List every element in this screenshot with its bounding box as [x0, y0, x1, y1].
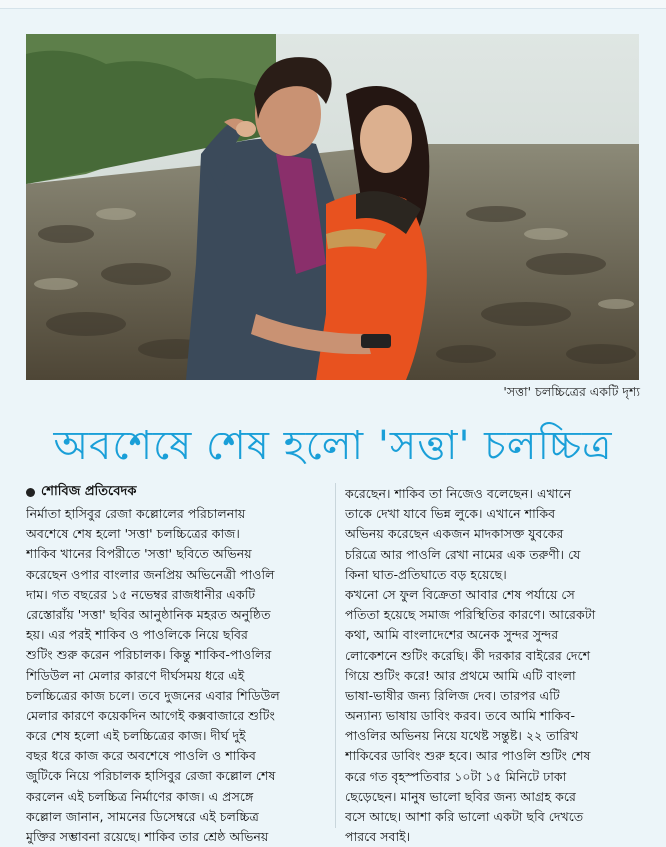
article-line: শুটিং শুরু করেন পরিচালক। কিন্তু শাকিব-পাওলির	[26, 647, 272, 663]
column-divider	[335, 483, 336, 828]
article-line: পতিতা হয়েছে সমাজ পরিস্থিতির কারণে। আরেকটা	[345, 607, 596, 623]
article-line: করে গত বৃহস্পতিবার ১০টা ১৫ মিনিটে ঢাকা	[345, 768, 567, 784]
article-line: মেলার কারণে কয়েকদিন আগেই কক্সবাজারে শুটিং	[26, 707, 275, 723]
article-line: পাওলির অভিনয় নিয়ে যথেষ্ট সন্তুষ্ট। ২২ তারিখ	[345, 728, 579, 744]
article-line: বসে আছে। আশা করি ভালো একটা ছবি দেখতে	[345, 809, 584, 824]
article-column-right	[345, 484, 645, 847]
photo-caption: 'সত্তা' চলচ্চিত্রের একটি দৃশ্য	[503, 384, 640, 399]
article-line: অন্যান্য ভাষায় ডাবিং করব। তবে আমি শাকিব-	[345, 708, 576, 724]
article-line: করে শেষ হলো এই চলচ্চিত্রের কাজ। দীর্ঘ দুই	[26, 728, 246, 744]
article-line: ছেড়েছেন। মানুষ ভালো ছবির জন্য আগ্রহ করে	[345, 788, 576, 804]
article-line: শাকিব খানের বিপরীতে 'সত্তা' ছবিতে অভিনয়	[26, 546, 252, 562]
article-line: করলেন এই চলচ্চিত্র নির্মাণের কাজ। এ প্রসঙ্গে	[26, 788, 254, 804]
article-line: দাম। গত বছরের ১৫ নভেম্বর রাজধানীর একটি	[26, 586, 256, 602]
article-line: তাকে দেখা যাবে ভিন্ন লুকে। এখানে শাকিব	[345, 506, 556, 522]
byline	[26, 483, 136, 501]
article-line: জুটিকে নিয়ে পরিচালক হাসিবুর রেজা কল্লোল শেষ	[26, 768, 276, 784]
byline-text: শোবিজ প্রতিবেদক	[41, 483, 137, 499]
article-line: চলচ্চিত্রের কাজ চলে। তবে দুজনের এবার শিডিউল	[26, 687, 280, 703]
headline: অবশেষে শেষ হলো 'সত্তা' চলচ্চিত্র	[53, 423, 613, 469]
article-column-left	[26, 504, 326, 847]
article-line: পারবে সবাই।	[345, 829, 411, 845]
article-line: নির্মাতা হাসিবুর রেজা কল্লোলের পরিচালনায়	[26, 506, 246, 521]
article-line: লোকেশনে শুটিং করেছি। কী দরকার বাইরের দেশে	[345, 647, 591, 663]
article-line: অবশেষে শেষ হলো 'সত্তা' চলচ্চিত্রের কাজ।	[26, 526, 240, 542]
article-line: করেছেন। শাকিব তা নিজেও বলেছেন। এখানে	[345, 486, 572, 501]
article-line: চরিত্রে আর পাওলি রেখা নামের এক তরুণী। যে	[345, 546, 581, 562]
article-line: কথা, আমি বাংলাদেশের অনেক সুন্দর সুন্দর	[345, 627, 559, 643]
article-line: করেছেন ওপার বাংলার জনপ্রিয় অভিনেত্রী পাওলি	[26, 566, 275, 582]
article-line: কল্লোল জানান, সামনের ডিসেম্বরে এই চলচ্চিত্র	[26, 808, 259, 824]
top-rule	[0, 0, 666, 9]
article-line: বছর ধরে কাজ করে অবশেষে পাওলি ও শাকিব	[26, 748, 256, 764]
article-line: হয়। এর পরই শাকিব ও পাওলিকে নিয়ে ছবির	[26, 627, 248, 643]
article-line: কখনো সে ফুল বিক্রেতা আবার শেষ পর্যায়ে সে	[345, 586, 575, 602]
article-line: ভাষা-ভাষীর জন্য রিলিজ দেব। তারপর এটি	[345, 687, 560, 703]
article-line: গিয়ে শুটিং করে! আর প্রথমে আমি এটি বাংলা	[345, 667, 576, 683]
article-line: রেস্তোরাঁয় 'সত্তা' ছবির আনুষ্ঠানিক মহরত অনুষ্ঠিত	[26, 606, 271, 622]
article-line: শাকিবের ডাবিং শুরু হবে। আর পাওলি শুটিং শেষ	[345, 748, 591, 764]
article-line: মুক্তির সম্ভাবনা রয়েছে। শাকিব তার শ্রেষ্ঠ অভিনয়	[26, 829, 269, 844]
article-line: অভিনয় করেছেন একজন মাদকাসক্ত যুবকের	[345, 526, 564, 542]
bullet-icon	[26, 488, 35, 497]
film-still-photo	[26, 34, 639, 380]
article-line: কিনা ঘাত-প্রতিঘাতে বড় হয়েছে।	[345, 566, 507, 582]
article-line: শিডিউল না মেলার কারণে দীর্ঘসময় ধরে এই	[26, 667, 245, 683]
